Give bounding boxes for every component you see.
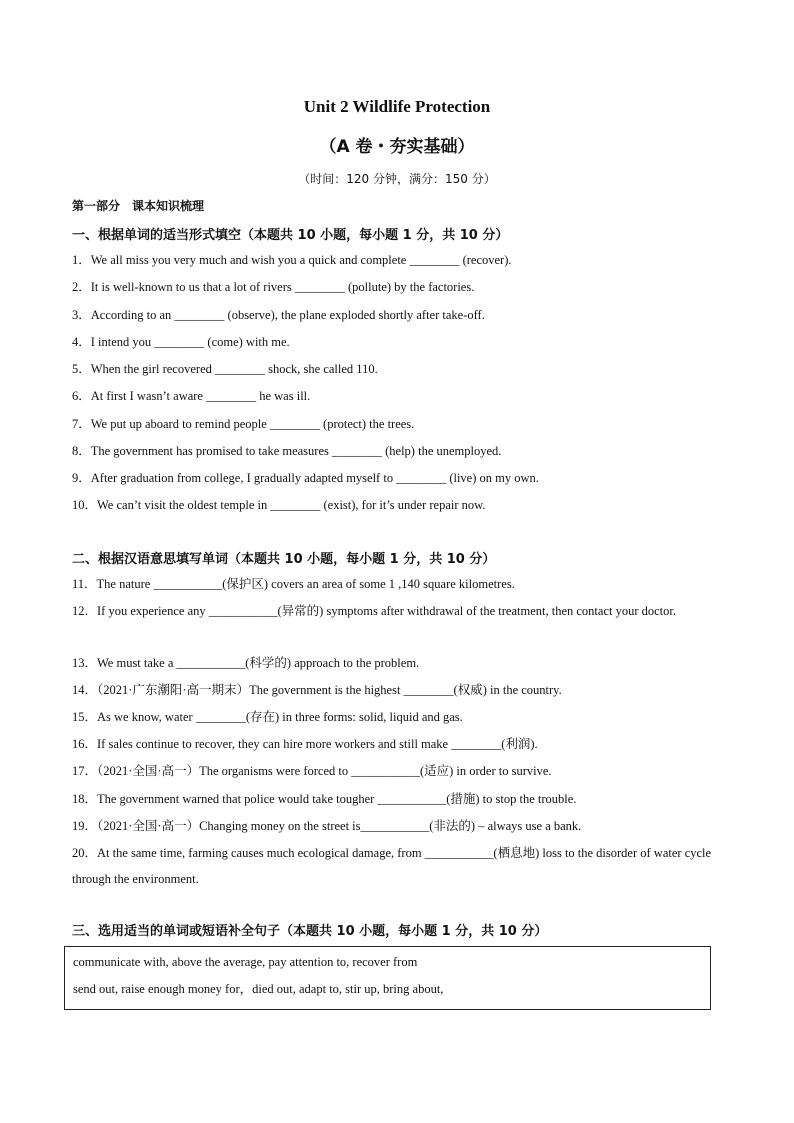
question-18: 18．The government warned that police would take tougher ___________(措施) to stop the trouble. [72,792,577,806]
question-19: 19．（2021·全国·高一）Changing money on the street is___________(非法的) – always use a bank. [72,819,582,833]
section3-heading: 三、选用适当的单词或短语补全句子（本题共 10 小题，每小题 1 分，共 10 分） [72,924,548,939]
question-11: 11．The nature ___________(保护区) covers an area of some 1 ,140 square kilometres. [72,577,515,591]
question-3: 3．According to an ________ (observe), the plane exploded shortly after take-off. [72,308,485,322]
page-title: Unit 2 Wildlife Protection [303,97,491,116]
question-13: 13．We must take a ___________(科学的) approach to the problem. [72,656,420,670]
word-bank-box [64,946,711,1010]
question-2: 2．It is well-known to us that a lot of rivers ________ (pollute) by the factories. [72,280,475,294]
question-8: 8．The government has promised to take measures ________ (help) the unemployed. [72,444,502,458]
question-5: 5．When the girl recovered ________ shock, she called 110. [72,362,378,376]
question-1: 1．We all miss you very much and wish you a quick and complete ________ (recover). [72,253,512,267]
question-14: 14．（2021·广东潮阳·高一期末）The government is the highest ________(权威) in the country. [72,683,562,697]
word-bank-line-2: send out, raise enough money for，died out, adapt to, stir up, bring about, [73,982,444,996]
question-7: 7．We put up aboard to remind people ________ (protect) the trees. [72,417,415,431]
section2-heading: 二、根据汉语意思填写单词（本题共 10 小题，每小题 1 分，共 10 分） [72,552,496,567]
question-6: 6．At first I wasn’t aware ________ he was ill. [72,389,311,403]
question-4: 4．I intend you ________ (come) with me. [72,335,290,349]
section1-heading: 一、根据单词的适当形式填空（本题共 10 小题，每小题 1 分，共 10 分） [72,228,509,243]
part-heading: 第一部分 课本知识梳理 [72,199,205,213]
question-20: 20．At the same time, farming causes much ecological damage, from ___________(栖息地) loss to the disorder of water cycle through the environment. [72,846,712,886]
question-10: 10．We can’t visit the oldest temple in ________ (exist), for it’s under repair now. [72,498,486,512]
question-17: 17．（2021·全国·高一）The organisms were forced to ___________(适应) in order to survive. [72,764,552,778]
time-info: （时间：120 分钟，满分：150 分） [298,172,496,186]
question-16: 16．If sales continue to recover, they can hire more workers and still make ________(利润). [72,737,538,751]
question-9: 9．After graduation from college, I gradually adapted myself to ________ (live) on my own. [72,471,539,485]
question-15: 15．As we know, water ________(存在) in three forms: solid, liquid and gas. [72,710,463,724]
page-subtitle: （A 卷・夯实基础） [319,137,475,157]
question-12: 12．If you experience any ___________(异常的) symptoms after withdrawal of the treatment, then contact your doctor. [72,604,676,618]
word-bank-line-1: communicate with, above the average, pay attention to, recover from [73,955,418,969]
